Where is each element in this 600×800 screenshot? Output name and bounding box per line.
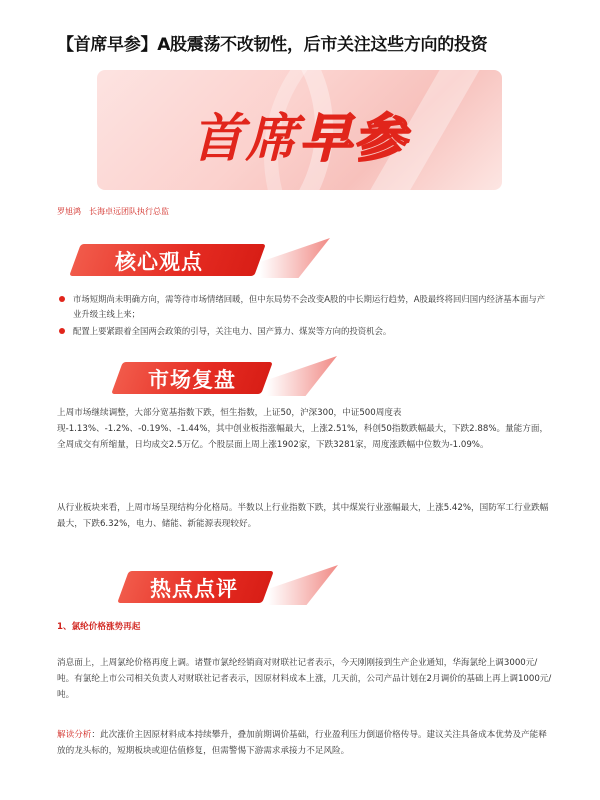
banner-logo-part1: 首席 [191,109,300,169]
core-point-text: 配置上要紧跟着全国两会政策的引导，关注电力、国产算力、煤炭等方向的投资机会。 [73,326,392,336]
section-header-core [70,236,340,284]
core-point-text: 市场短期尚未明确方向，需等待市场情绪回暖，但中东局势不会改变A股的中长期运行趋势，A股最终将回归国内经济基本面与产业升级主线上来； [73,294,546,319]
market-paragraph: 从行业板块来看，上周市场呈现结构分化格局。半数以上行业指数下跌，其中煤炭行业涨幅最大，上涨5.42%，国防军工行业跌幅最大，下跌6.32%，电力、储能、新能源表现较好。 [57,503,549,529]
list-item [57,292,552,322]
analysis-text: ：此次涨价主因原材料成本持续攀升，叠加前期调价基础，行业盈利压力倒逼价格传导。建议关注具备成本优势及产能释放的龙头标的，短期板块或迎估值修复，但需警惕下游需求承接力不足风险。 [57,730,547,756]
core-points-list [57,292,552,341]
bullet-dot-icon [59,296,65,302]
list-item [57,324,552,339]
author-name: 罗旭鸿 [57,207,81,216]
hot-news-paragraph: 消息面上，上周氯纶价格再度上调。诸暨市氯纶经销商对财联社记者表示，今天刚刚接到生产企业通知，华海氯纶上调3000元/吨。有氯纶上市公司相关负责人对财联社记者表示，因原材料成本上涨，几天前，公司产品计划在2月调价的基础上再上调1000元/吨。 [57,658,552,700]
article-title: 【首席早参】A股震荡不改韧性，后市关注这些方向的投资 [57,35,488,55]
analysis-paragraph [57,727,552,759]
hot-topic-subtitle: 1、氯纶价格涨势再起 [57,622,141,632]
banner-logo-text [97,96,502,171]
market-paragraph: 上周市场继续调整，大部分宽基指数下跌，恒生指数，上证50，沪深300，中证500周度表现-1.13%、-1.2%、-0.19%、-1.44%，其中创业板指涨幅最大，上涨2.51%，科创50指数跌幅最大，下跌2.88%。量能方面，全周成交有所缩量，日均成交2.5万亿。个股层面上周上涨1902家，下跌3281家，周度涨跌幅中位数为-1.09%。 [57,408,549,450]
section-header-market [112,354,342,402]
section-header-hot [118,563,338,611]
header-banner [97,70,502,190]
bullet-dot-icon [59,328,65,334]
section-header-chevron [260,238,330,278]
section-header-chevron [268,565,338,605]
author-byline [57,206,169,217]
section-title-core: 核心观点 [115,250,203,274]
banner-logo-part2: 早参 [299,109,408,169]
author-role: 长海卓远团队执行总监 [89,207,169,216]
section-title-market: 市场复盘 [148,368,236,392]
section-title-hot: 热点点评 [150,577,238,601]
section-header-chevron [267,356,337,396]
analysis-label: 解读分析 [57,730,92,740]
